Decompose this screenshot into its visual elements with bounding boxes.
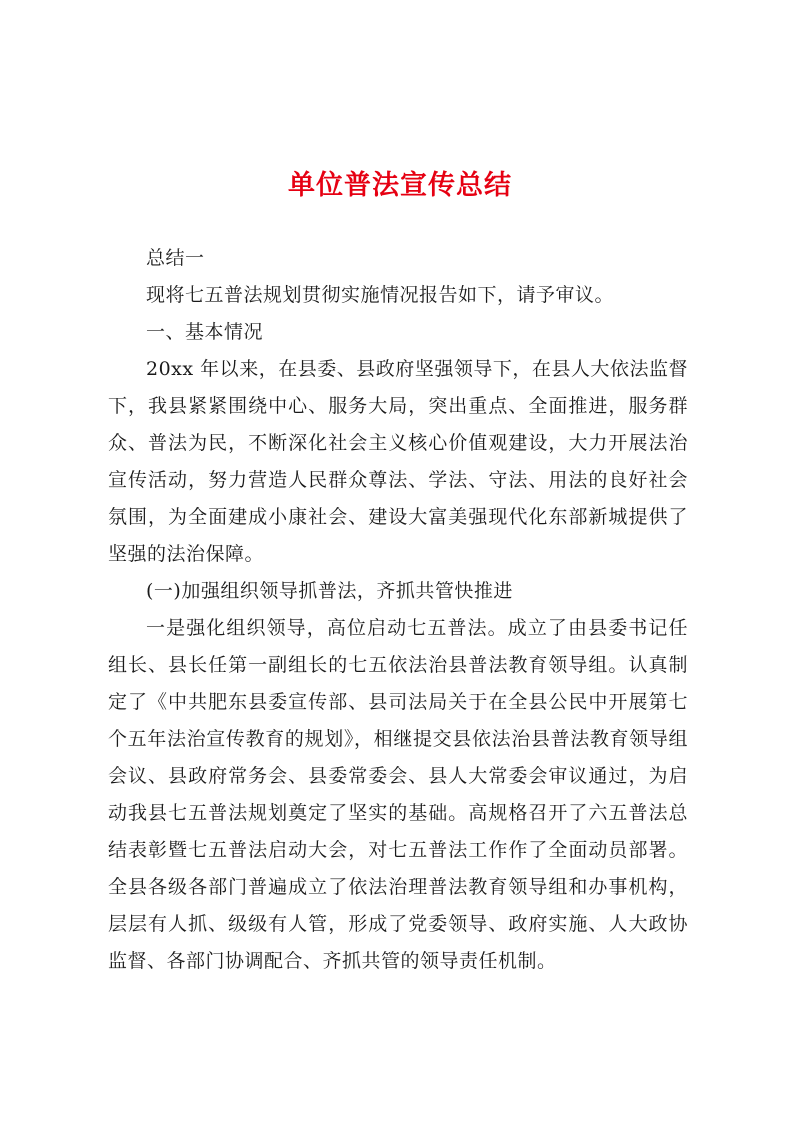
section-heading-summary-one: 总结一 <box>146 247 205 269</box>
organization-paragraph: 一是强化组织领导，高位启动七五普法。成立了由县委书记任组长、县长任第一副组长的七五依法治县普法教育领导组。认真制定了《中共肥东县委宣传部、县司法局关于在全县公民中开展第七个五年法治宣传教育的规划》，相继提交县依法治县普法教育领导组会议、县政府常务会、县委常委会、县人大常委会审议通过，为启动我县七五普法规划奠定了坚实的基础。高规格召开了六五普法总结表彰暨七五普法启动大会，对七五普法工作作了全面动员部署。全县各级各部门普遍成立了依法治理普法教育领导组和办事机构，层层有人抓、级级有人管，形成了党委领导、政府实施、人大政协监督、各部门协调配合、齐抓共管的领导责任机制。 <box>108 617 688 972</box>
document-title: 单位普法宣传总结 <box>288 170 512 201</box>
document-body <box>108 240 688 980</box>
section-heading-basic-situation: 一、基本情况 <box>146 321 264 343</box>
subsection-heading-organization: (一)加强组织领导抓普法，齐抓共管快推进 <box>146 580 513 602</box>
intro-paragraph: 现将七五普法规划贯彻实施情况报告如下，请予审议。 <box>146 284 615 306</box>
overview-paragraph: 20xx 年以来，在县委、县政府坚强领导下，在县人大依法监督下，我县紧紧围绕中心、服务大局，突出重点、全面推进，服务群众、普法为民，不断深化社会主义核心价值观建设，大力开展法治宣传活动，努力营造人民群众尊法、学法、守法、用法的良好社会氛围，为全面建成小康社会、建设大富美强现代化东部新城提供了坚强的法治保障。 <box>108 358 688 565</box>
